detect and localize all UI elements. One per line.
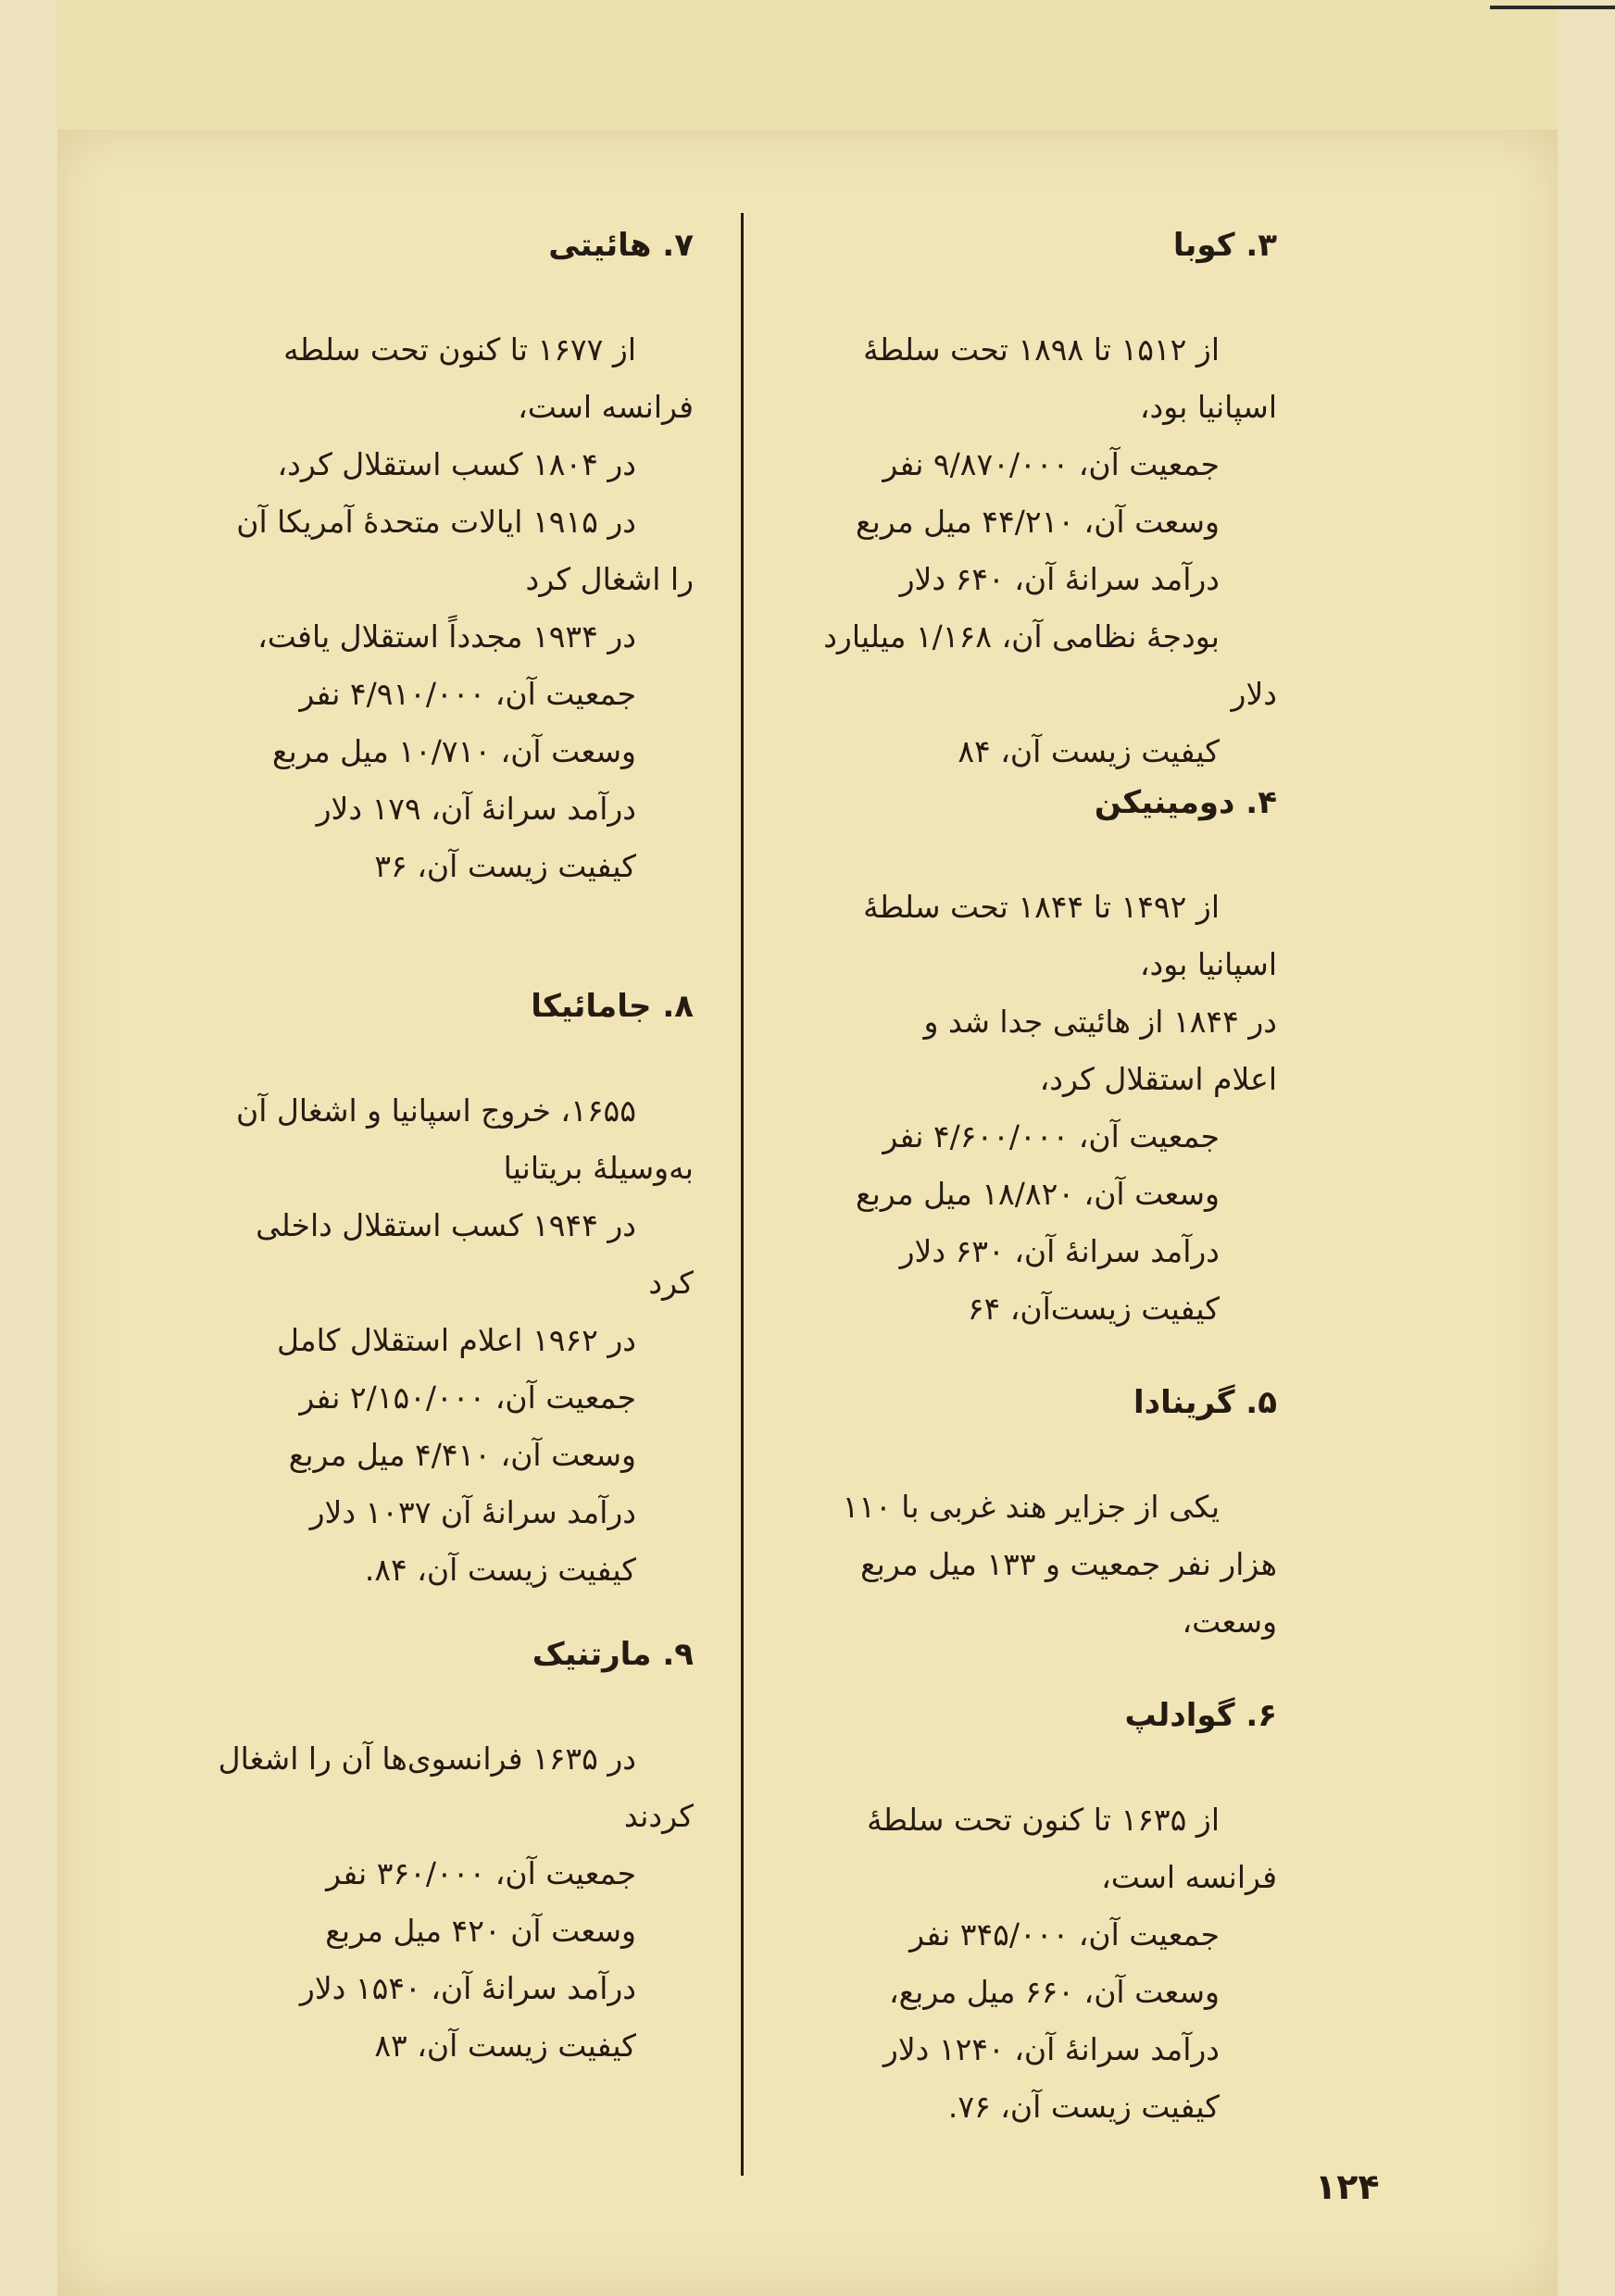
text-line: در ۱۹۳۴ مجدداً استقلال یافت، [257,618,636,655]
text-line: در ۱۹۱۵ ایالات متحدهٔ آمریکا آن [236,504,636,540]
section-heading: ۶. گوادلپ [1124,1697,1277,1734]
text-line: دلار [1231,676,1277,712]
section-heading: ۸. جامائیکا [531,988,694,1025]
right-column [777,227,1277,2136]
text-line: وسعت آن، ۶۶۰ میل مربع، [888,1974,1220,2010]
text-line: کیفیت زیست آن، ۸۳ [374,2028,636,2064]
text-line: درآمد سرانهٔ آن، ۱۵۴۰ دلار [299,1970,636,2006]
text-line: فرانسه است، [518,389,694,425]
column-divider [741,213,744,2176]
text-line: کردند [623,1798,694,1834]
text-line: کیفیت زیست‌آن، ۶۴ [967,1291,1220,1327]
text-line: اسپانیا بود، [1139,389,1277,425]
text-line: جمعیت آن، ۳۴۵/۰۰۰ نفر [909,1916,1220,1953]
text-line: جمعیت آن، ۴/۹۱۰/۰۰۰ نفر [299,676,636,712]
text-line: ۱۶۵۵، خروج اسپانیا و اشغال آن [236,1092,636,1129]
text-line: فرانسه است، [1101,1859,1277,1895]
section-guadeloupe [777,1697,1277,2136]
text-line: کیفیت زیست آن، ۳۶ [374,848,636,884]
text-line: وسعت آن، ۴/۴۱۰ میل مربع [288,1437,636,1473]
section-dominican [777,784,1277,1338]
section-haiti [175,227,694,895]
section-heading: ۳. کوبا [1172,227,1277,264]
text-line: جمعیت آن، ۹/۸۷۰/۰۰۰ نفر [883,446,1220,482]
text-line: وسعت آن ۴۲۰ میل مربع [325,1913,636,1949]
text-line: در ۱۹۴۴ کسب استقلال داخلی [256,1207,636,1243]
text-line: در ۱۸۴۴ از هائیتی جدا شد و [923,1004,1277,1040]
text-line: وسعت آن، ۴۴/۲۱۰ میل مربع [856,504,1220,540]
text-line: به‌وسیلهٔ بریتانیا [503,1150,694,1186]
text-line: در ۱۹۶۲ اعلام استقلال کامل [276,1322,636,1358]
text-line: کیفیت زیست آن، ۸۴. [364,1552,636,1588]
section-jamaica [175,988,694,1599]
text-line: از ۱۶۳۵ تا کنون تحت سلطهٔ [867,1802,1220,1838]
page-top-band [57,0,1558,131]
section-heading: ۹. مارتنیک [532,1636,694,1673]
text-line: از ۱۵۱۲ تا ۱۸۹۸ تحت سلطهٔ [863,331,1220,368]
text-line: درآمد سرانهٔ آن، ۶۳۰ دلار [899,1233,1220,1269]
section-martinique [175,1636,694,2075]
page-number: ۱۲۴ [1315,2166,1380,2207]
text-line: جمعیت آن، ۳۶۰/۰۰۰ نفر [326,1855,636,1891]
text-line: در ۱۸۰۴ کسب استقلال کرد، [277,446,636,482]
text-line: از ۱۴۹۲ تا ۱۸۴۴ تحت سلطهٔ [863,889,1220,925]
section-heading: ۴. دومینیکن [1094,784,1277,821]
text-line: اعلام استقلال کرد، [1039,1061,1277,1097]
text-line: یکی از جزایر هند غربی با ۱۱۰ [842,1489,1220,1525]
text-line: کرد [648,1265,694,1301]
text-line: اسپانیا بود، [1139,946,1277,982]
text-line: جمعیت آن، ۲/۱۵۰/۰۰۰ نفر [299,1379,636,1416]
section-heading: ۷. هائیتی [548,227,694,264]
text-line: درآمد سرانهٔ آن، ۱۲۴۰ دلار [883,2031,1220,2067]
text-line: وسعت، [1182,1603,1277,1640]
text-line: کیفیت زیست آن، ۸۴ [958,733,1220,769]
text-line: وسعت آن، ۱۸/۸۲۰ میل مربع [856,1176,1220,1212]
corner-rule [1490,6,1615,9]
section-heading: ۵. گرینادا [1133,1384,1277,1421]
left-column [175,227,694,2075]
text-line: هزار نفر جمعیت و ۱۳۳ میل مربع [860,1546,1277,1582]
text-line: در ۱۶۳۵ فرانسوی‌ها آن را اشغال [218,1741,636,1777]
text-line: از ۱۶۷۷ تا کنون تحت سلطه [283,331,636,368]
text-line: کیفیت زیست آن، ۷۶. [947,2089,1220,2125]
section-grenada [777,1384,1277,1651]
text-line: درآمد سرانهٔ آن ۱۰۳۷ دلار [309,1494,636,1530]
text-line: وسعت آن، ۱۰/۷۱۰ میل مربع [272,733,636,769]
section-cuba [777,227,1277,780]
text-line: درآمد سرانهٔ آن، ۶۴۰ دلار [899,561,1220,597]
text-line: را اشغال کرد [525,561,694,597]
text-line: درآمد سرانهٔ آن، ۱۷۹ دلار [316,791,636,827]
text-line: بودجهٔ نظامی آن، ۱/۱۶۸ میلیارد [823,618,1220,655]
text-line: جمعیت آن، ۴/۶۰۰/۰۰۰ نفر [883,1118,1220,1154]
